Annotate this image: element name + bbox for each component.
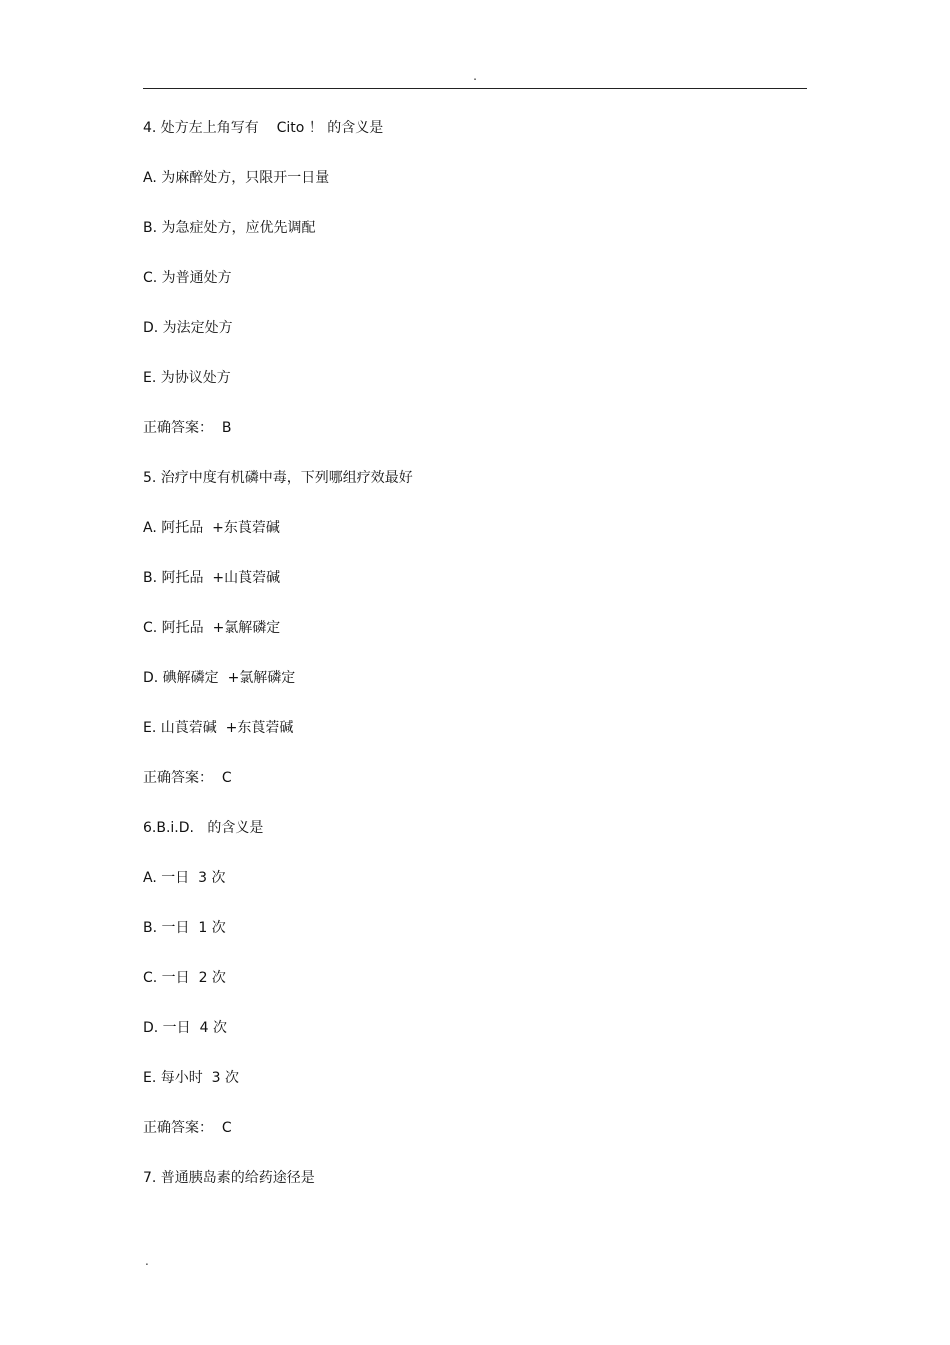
question-4-option-e: E. 为协议处方 — [143, 370, 231, 386]
question-6-answer: 正确答案： C — [143, 1120, 232, 1136]
question-5-option-a: A. 阿托品 +东莨菪碱 — [143, 520, 280, 536]
question-list — [143, 117, 807, 1217]
question-5-answer: 正确答案： C — [143, 770, 232, 786]
header-rule — [143, 88, 807, 89]
question-4-option-b: B. 为急症处方，应优先调配 — [143, 220, 316, 236]
question-4-answer: 正确答案： B — [143, 420, 232, 436]
question-4-stem: 4. 处方左上角写有 Cito ！ 的含义是 — [143, 120, 384, 136]
footer-mark: . — [145, 1254, 149, 1268]
question-6-option-b: B. 一日 1 次 — [143, 920, 226, 936]
question-5-option-b: B. 阿托品 +山莨菪碱 — [143, 570, 281, 586]
question-6-option-e: E. 每小时 3 次 — [143, 1070, 240, 1086]
question-7-stem: 7. 普通胰岛素的给药途径是 — [143, 1170, 315, 1186]
question-6-option-a: A. 一日 3 次 — [143, 870, 226, 886]
question-5-option-e: E. 山莨菪碱 +东莨菪碱 — [143, 720, 294, 736]
question-4-option-a: A. 为麻醉处方，只限开一日量 — [143, 170, 330, 186]
question-4-option-d: D. 为法定处方 — [143, 320, 233, 336]
question-5-stem: 5. 治疗中度有机磷中毒，下列哪组疗效最好 — [143, 470, 413, 486]
question-5-option-d: D. 碘解磷定 +氯解磷定 — [143, 670, 296, 686]
question-6-option-d: D. 一日 4 次 — [143, 1020, 227, 1036]
question-5-option-c: C. 阿托品 +氯解磷定 — [143, 620, 281, 636]
question-4-option-c: C. 为普通处方 — [143, 270, 232, 286]
header-mark: . — [473, 69, 477, 83]
question-6-stem: 6.B.i.D. 的含义是 — [143, 820, 264, 836]
question-6-option-c: C. 一日 2 次 — [143, 970, 226, 986]
